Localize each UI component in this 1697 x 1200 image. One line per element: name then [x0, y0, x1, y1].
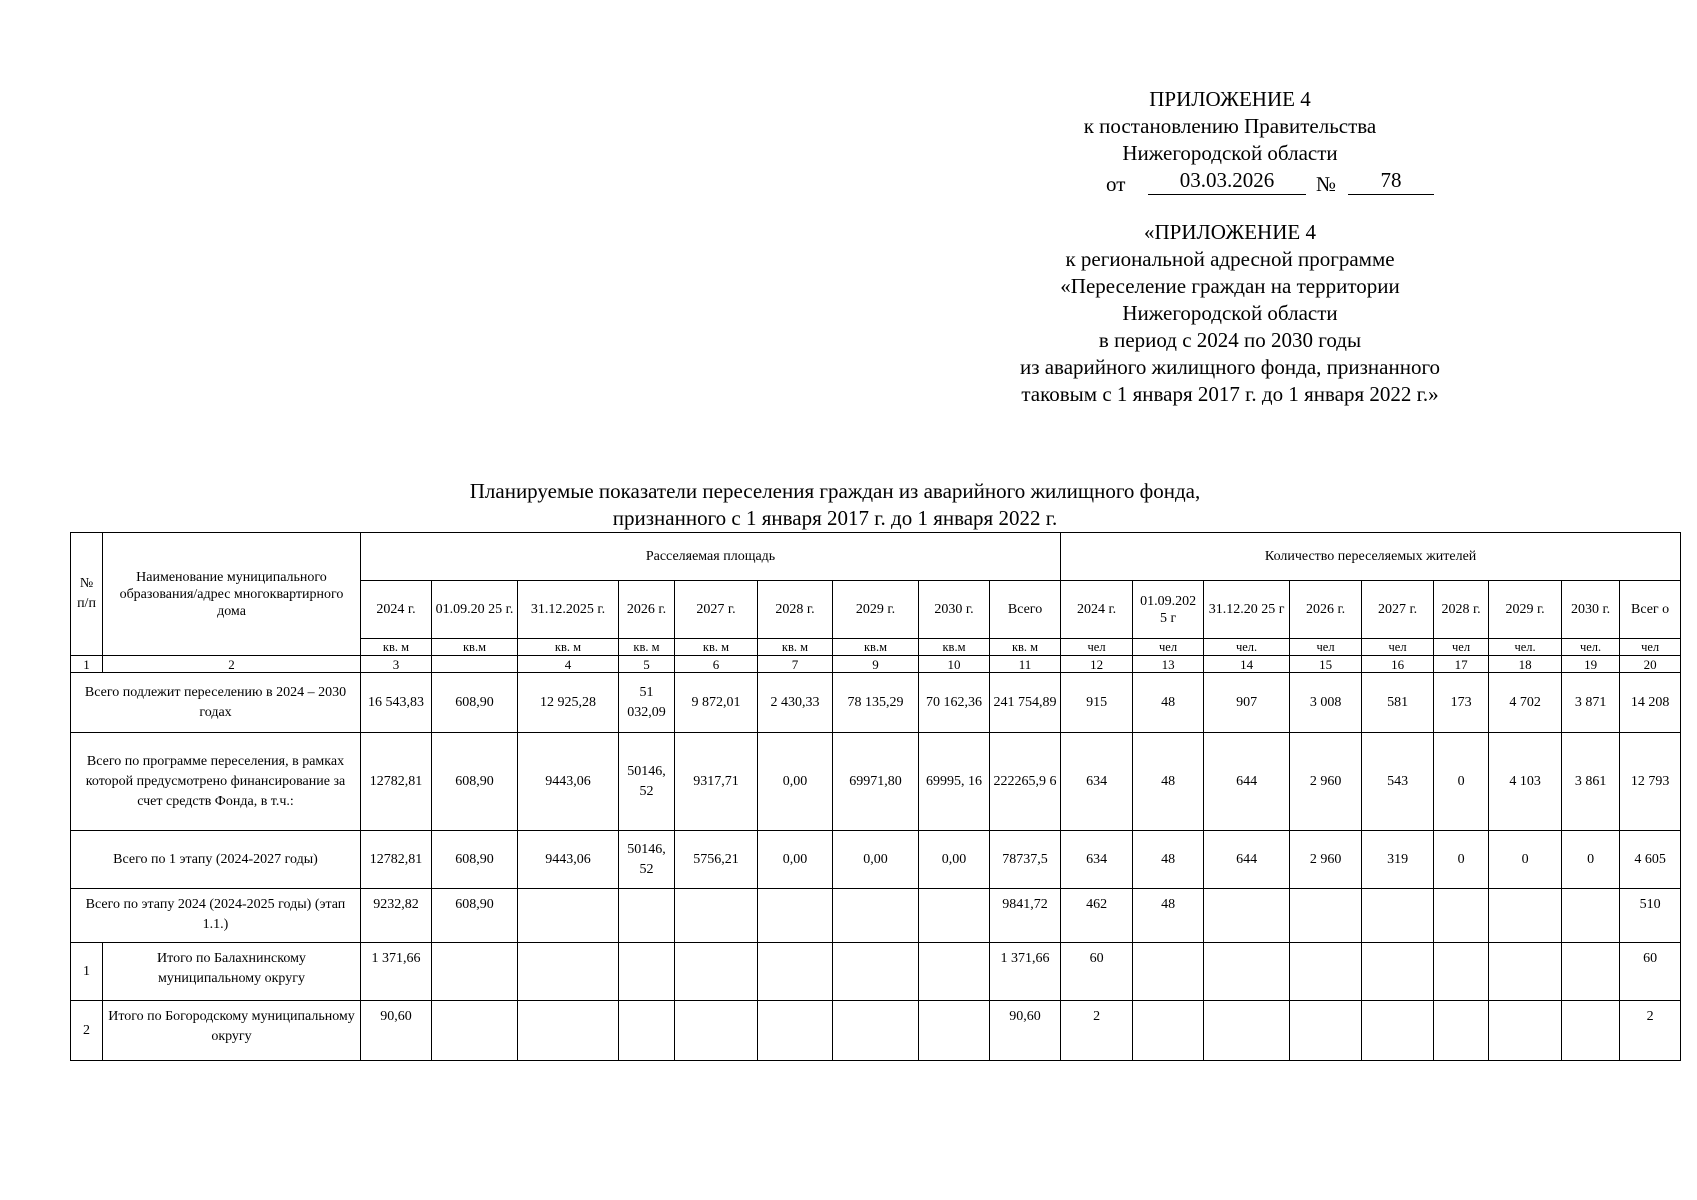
table-row — [71, 943, 1681, 1001]
program-header-line: Нижегородской области — [1122, 301, 1338, 325]
column-number: 10 — [919, 656, 990, 673]
column-number: 15 — [1290, 656, 1362, 673]
column-number: 5 — [619, 656, 675, 673]
people-period-header: 2027 г. — [1362, 581, 1434, 639]
people-period-header: 2028 г. — [1434, 581, 1489, 639]
table-cell: 0 — [1489, 831, 1562, 889]
table-row — [71, 733, 1681, 831]
table-cell: 12782,81 — [361, 733, 432, 831]
table-cell — [619, 1001, 675, 1061]
table-cell: 2 — [1061, 1001, 1133, 1061]
program-header-line: из аварийного жилищного фонда, признанного — [1019, 355, 1441, 379]
table-cell: 3 008 — [1290, 673, 1362, 733]
table-cell: 915 — [1061, 673, 1133, 733]
table-cell: 4 103 — [1489, 733, 1562, 831]
table-cell: 78 135,29 — [833, 673, 919, 733]
table-cell: 48 — [1133, 673, 1204, 733]
program-header-line: «ПРИЛОЖЕНИЕ 4 — [1144, 220, 1316, 244]
table-cell: 0,00 — [758, 733, 833, 831]
table-cell: 90,60 — [361, 1001, 432, 1061]
table-cell: 60 — [1061, 943, 1133, 1001]
area-unit: кв. м — [990, 639, 1061, 656]
table-cell: 4 702 — [1489, 673, 1562, 733]
table-cell — [518, 889, 619, 943]
table-cell: 608,90 — [432, 889, 518, 943]
column-number: 20 — [1620, 656, 1681, 673]
column-number: 13 — [1133, 656, 1204, 673]
row-name: Всего по программе переселения, в рамках которой предусмотрено финансирование за счет средств Фонда, в т.ч.: — [71, 733, 361, 831]
table-cell: 2 430,33 — [758, 673, 833, 733]
table-cell: 12782,81 — [361, 831, 432, 889]
table-cell — [1204, 1001, 1290, 1061]
table-cell: 12 925,28 — [518, 673, 619, 733]
table-cell: 634 — [1061, 733, 1133, 831]
ot-label: от — [1106, 172, 1126, 196]
table-cell: 69995, 16 — [919, 733, 990, 831]
table-cell: 608,90 — [432, 673, 518, 733]
column-number: 7 — [758, 656, 833, 673]
resettlement-table — [70, 532, 1681, 1061]
row-number: 2 — [71, 1001, 103, 1061]
row-name: Всего по 1 этапу (2024-2027 годы) — [71, 831, 361, 889]
table-cell: 608,90 — [432, 831, 518, 889]
table-cell: 2 — [1620, 1001, 1681, 1061]
table-cell — [1489, 943, 1562, 1001]
table-cell — [1562, 889, 1620, 943]
column-number: 2 — [103, 656, 361, 673]
row-name: Итого по Богородскому муниципальному округу — [103, 1001, 361, 1061]
table-cell: 2 960 — [1290, 733, 1362, 831]
resolution-header — [1010, 86, 1450, 408]
people-period-header: Всег о — [1620, 581, 1681, 639]
table-cell — [919, 889, 990, 943]
table-cell — [1434, 1001, 1489, 1061]
program-header-line: «Переселение граждан на территории — [1060, 274, 1400, 298]
table-cell: 90,60 — [990, 1001, 1061, 1061]
table-cell: 50146, 52 — [619, 831, 675, 889]
table-cell — [1434, 943, 1489, 1001]
area-unit: кв.м — [432, 639, 518, 656]
table-cell — [1133, 1001, 1204, 1061]
table-cell: 3 861 — [1562, 733, 1620, 831]
table-cell: 0 — [1562, 831, 1620, 889]
table-cell — [758, 889, 833, 943]
area-period-header: 2029 г. — [833, 581, 919, 639]
table-cell: 319 — [1362, 831, 1434, 889]
table-cell: 4 605 — [1620, 831, 1681, 889]
table-title — [360, 478, 1310, 532]
table-cell — [619, 943, 675, 1001]
table-cell — [518, 1001, 619, 1061]
area-unit: кв. м — [758, 639, 833, 656]
table-cell: 50146, 52 — [619, 733, 675, 831]
date-number-row — [1010, 167, 1450, 197]
table-cell — [1562, 943, 1620, 1001]
table-cell — [758, 943, 833, 1001]
table-cell: 9 872,01 — [675, 673, 758, 733]
people-unit: чел — [1290, 639, 1362, 656]
area-unit: кв.м — [919, 639, 990, 656]
table-cell: 69971,80 — [833, 733, 919, 831]
area-period-header: 31.12.2025 г. — [518, 581, 619, 639]
table-cell — [1562, 1001, 1620, 1061]
column-number — [432, 656, 518, 673]
column-number: 18 — [1489, 656, 1562, 673]
program-header-line: таковым с 1 января 2017 г. до 1 января 2022 г.» — [1021, 382, 1439, 406]
resolution-number: 78 — [1348, 167, 1434, 195]
table-cell: 462 — [1061, 889, 1133, 943]
table-row — [71, 673, 1681, 733]
table-cell: 9317,71 — [675, 733, 758, 831]
table-cell: 78737,5 — [990, 831, 1061, 889]
table-cell: 60 — [1620, 943, 1681, 1001]
area-period-header: Всего — [990, 581, 1061, 639]
table-cell — [432, 943, 518, 1001]
row-number: 1 — [71, 943, 103, 1001]
row-name: Итого по Балахнинскому муниципальному округу — [103, 943, 361, 1001]
area-period-header: 2027 г. — [675, 581, 758, 639]
table-cell: 9443,06 — [518, 733, 619, 831]
column-number: 4 — [518, 656, 619, 673]
table-cell: 907 — [1204, 673, 1290, 733]
row-name: Всего по этапу 2024 (2024-2025 годы) (этап 1.1.) — [71, 889, 361, 943]
area-period-header: 2026 г. — [619, 581, 675, 639]
people-unit: чел. — [1562, 639, 1620, 656]
table-cell: 70 162,36 — [919, 673, 990, 733]
table-cell: 9443,06 — [518, 831, 619, 889]
col-header-name: Наименование муниципального образования/адрес многоквартирного дома — [103, 533, 361, 656]
area-period-header: 01.09.20 25 г. — [432, 581, 518, 639]
people-unit: чел — [1620, 639, 1681, 656]
table-cell: 5756,21 — [675, 831, 758, 889]
table-cell: 1 371,66 — [361, 943, 432, 1001]
column-number: 6 — [675, 656, 758, 673]
table-cell: 48 — [1133, 889, 1204, 943]
table-row — [71, 1001, 1681, 1061]
table-cell: 1 371,66 — [990, 943, 1061, 1001]
table-cell — [1204, 889, 1290, 943]
column-number: 12 — [1061, 656, 1133, 673]
area-unit: кв. м — [619, 639, 675, 656]
table-cell: 241 754,89 — [990, 673, 1061, 733]
header-line: ПРИЛОЖЕНИЕ 4 — [1149, 87, 1311, 111]
table-cell — [1290, 889, 1362, 943]
table-cell: 2 960 — [1290, 831, 1362, 889]
table-cell — [1489, 1001, 1562, 1061]
table-cell — [833, 889, 919, 943]
table-cell — [919, 943, 990, 1001]
people-unit: чел — [1133, 639, 1204, 656]
group-header-area: Расселяемая площадь — [361, 533, 1061, 581]
table-row — [71, 831, 1681, 889]
table-cell: 510 — [1620, 889, 1681, 943]
table-row — [71, 889, 1681, 943]
area-unit: кв. м — [518, 639, 619, 656]
table-cell: 0 — [1434, 733, 1489, 831]
table-cell — [1362, 889, 1434, 943]
table-cell: 3 871 — [1562, 673, 1620, 733]
table-cell: 12 793 — [1620, 733, 1681, 831]
table-cell — [1133, 943, 1204, 1001]
column-number: 1 — [71, 656, 103, 673]
table-cell: 9841,72 — [990, 889, 1061, 943]
people-unit: чел. — [1489, 639, 1562, 656]
table-cell: 581 — [1362, 673, 1434, 733]
table-cell — [1489, 889, 1562, 943]
area-period-header: 2028 г. — [758, 581, 833, 639]
column-number: 14 — [1204, 656, 1290, 673]
column-number: 11 — [990, 656, 1061, 673]
column-number: 16 — [1362, 656, 1434, 673]
table-cell: 16 543,83 — [361, 673, 432, 733]
table-cell: 14 208 — [1620, 673, 1681, 733]
table-cell: 222265,9 6 — [990, 733, 1061, 831]
table-cell — [1362, 1001, 1434, 1061]
header-line: Нижегородской области — [1122, 141, 1338, 165]
table-cell: 0,00 — [919, 831, 990, 889]
program-header-line: к региональной адресной программе — [1065, 247, 1395, 271]
table-cell: 48 — [1133, 733, 1204, 831]
table-cell: 644 — [1204, 831, 1290, 889]
table-cell — [919, 1001, 990, 1061]
area-unit: кв. м — [675, 639, 758, 656]
table-cell — [675, 1001, 758, 1061]
table-cell: 0 — [1434, 831, 1489, 889]
table-cell: 608,90 — [432, 733, 518, 831]
area-unit: кв. м — [361, 639, 432, 656]
header-line: к постановлению Правительства — [1083, 114, 1377, 138]
table-cell: 48 — [1133, 831, 1204, 889]
area-period-header: 2030 г. — [919, 581, 990, 639]
people-period-header: 2026 г. — [1290, 581, 1362, 639]
area-unit: кв.м — [833, 639, 919, 656]
people-period-header: 2024 г. — [1061, 581, 1133, 639]
table-cell — [1290, 943, 1362, 1001]
resolution-date: 03.03.2026 — [1148, 167, 1306, 195]
people-unit: чел — [1434, 639, 1489, 656]
people-unit: чел. — [1204, 639, 1290, 656]
table-cell — [675, 943, 758, 1001]
row-name: Всего подлежит переселению в 2024 – 2030 годах — [71, 673, 361, 733]
table-title-line: признанного с 1 января 2017 г. до 1 января 2022 г. — [612, 506, 1058, 530]
number-sign: № — [1316, 172, 1337, 196]
table-cell: 543 — [1362, 733, 1434, 831]
table-cell — [833, 943, 919, 1001]
table-cell — [1362, 943, 1434, 1001]
people-period-header: 01.09.202 5 г — [1133, 581, 1204, 639]
col-header-no: № п/п — [71, 533, 103, 656]
table-cell — [1434, 889, 1489, 943]
table-cell — [619, 889, 675, 943]
table-cell — [1204, 943, 1290, 1001]
people-unit: чел — [1362, 639, 1434, 656]
table-cell — [675, 889, 758, 943]
table-cell: 173 — [1434, 673, 1489, 733]
table-cell: 9232,82 — [361, 889, 432, 943]
column-number: 19 — [1562, 656, 1620, 673]
people-period-header: 2029 г. — [1489, 581, 1562, 639]
table-cell — [518, 943, 619, 1001]
column-number: 9 — [833, 656, 919, 673]
table-cell: 634 — [1061, 831, 1133, 889]
column-number: 3 — [361, 656, 432, 673]
people-period-header: 31.12.20 25 г — [1204, 581, 1290, 639]
table-cell — [1290, 1001, 1362, 1061]
people-period-header: 2030 г. — [1562, 581, 1620, 639]
table-cell — [833, 1001, 919, 1061]
table-cell: 51 032,09 — [619, 673, 675, 733]
group-header-people: Количество переселяемых жителей — [1061, 533, 1681, 581]
table-title-line: Планируемые показатели переселения граждан из аварийного жилищного фонда, — [469, 479, 1201, 503]
area-period-header: 2024 г. — [361, 581, 432, 639]
table-cell: 0,00 — [833, 831, 919, 889]
program-header-line: в период с 2024 по 2030 годы — [1098, 328, 1362, 352]
people-unit: чел — [1061, 639, 1133, 656]
table-cell: 0,00 — [758, 831, 833, 889]
column-number: 17 — [1434, 656, 1489, 673]
table-cell — [432, 1001, 518, 1061]
table-cell: 644 — [1204, 733, 1290, 831]
table-cell — [758, 1001, 833, 1061]
